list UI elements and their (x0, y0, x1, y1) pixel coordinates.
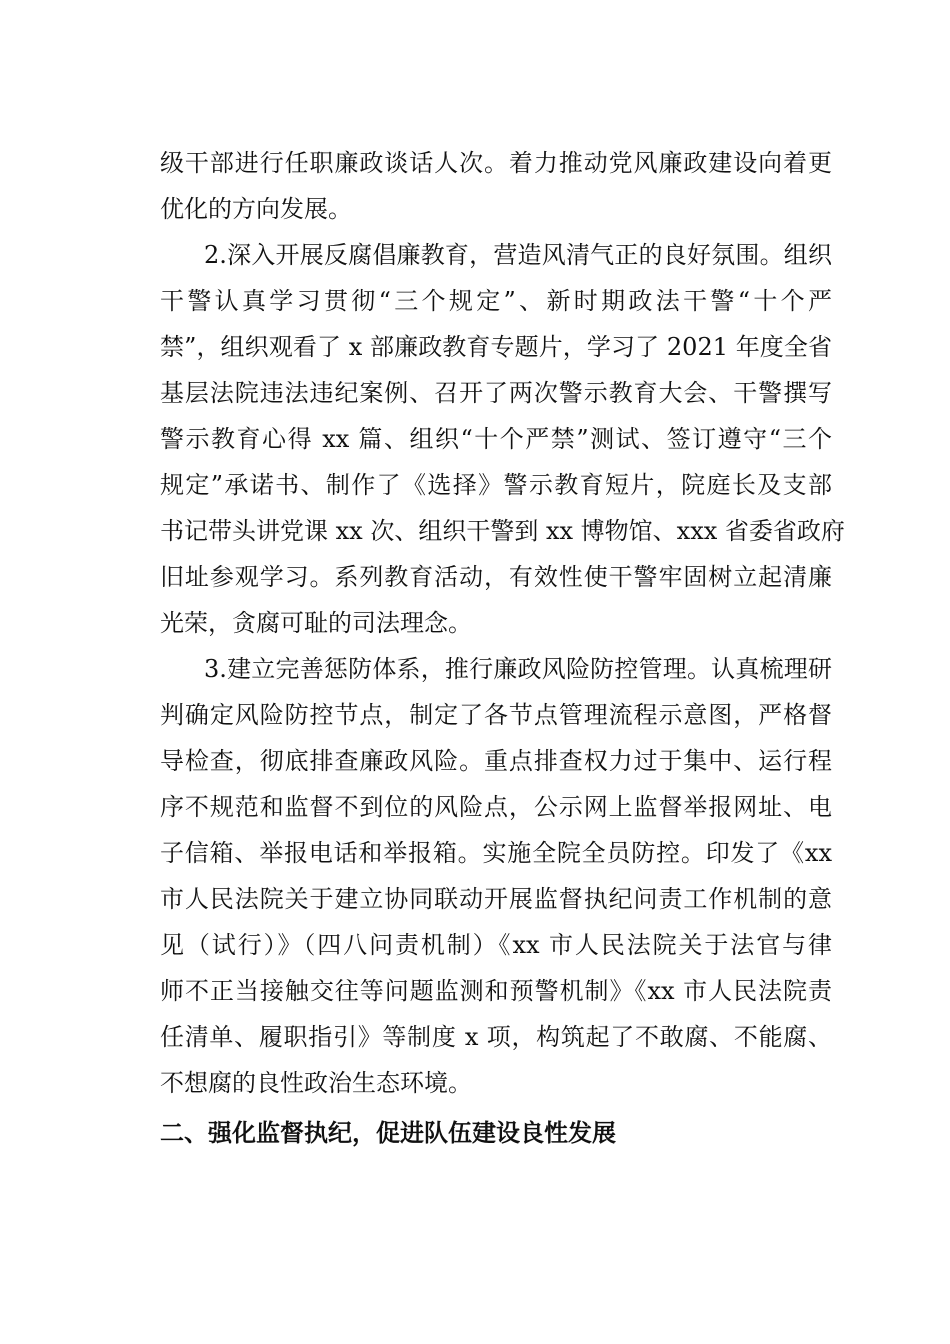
text-line: 优化的方向发展。 (160, 195, 352, 223)
paragraph-2 (160, 232, 845, 646)
text-line: 子信箱、举报电话和举报箱。实施全院全员防控。印发了《xx (160, 839, 832, 867)
text-line: 基层法院违法违纪案例、召开了两次警示教育大会、干警撰写 (160, 379, 832, 407)
text-line: 序不规范和监督不到位的风险点，公示网上监督举报网址、电 (160, 793, 832, 821)
text-line: 旧址参观学习。系列教育活动，有效性使干警牢固树立起清廉 (160, 563, 832, 591)
paragraph-1 (160, 140, 832, 232)
text-line: 警示教育心得 xx 篇、组织“十个严禁”测试、签订遵守“三个 (160, 425, 832, 453)
text-line: 师不正当接触交往等问题监测和预警机制》《xx 市人民法院责 (160, 977, 832, 1005)
document-body (160, 140, 845, 1156)
text-line: 导检查，彻底排查廉政风险。重点排查权力过于集中、运行程 (160, 747, 832, 775)
text-line: 3.建立完善惩防体系，推行廉政风险防控管理。认真梳理研 (204, 655, 832, 683)
text-line: 级干部进行任职廉政谈话人次。着力推动党风廉政建设向着更 (160, 149, 832, 177)
section-heading: 二、强化监督执纪，促进队伍建设良性发展 (160, 1119, 616, 1147)
text-line: 禁”，组织观看了 x 部廉政教育专题片，学习了 2021 年度全省 (160, 333, 832, 361)
text-line: 见（试行）》（四八问责机制）《xx 市人民法院关于法官与律 (160, 931, 832, 959)
text-line: 任清单、履职指引》等制度 x 项，构筑起了不敢腐、不能腐、 (160, 1023, 832, 1051)
text-line: 书记带头讲党课 xx 次、组织干警到 xx 博物馆、xxx 省委省政府 (160, 517, 845, 545)
paragraph-3 (160, 646, 832, 1106)
text-line: 不想腐的良性政治生态环境。 (160, 1069, 472, 1097)
text-line: 光荣，贪腐可耻的司法理念。 (160, 609, 472, 637)
text-line: 规定”承诺书、制作了《选择》警示教育短片，院庭长及支部 (160, 471, 832, 499)
text-line: 市人民法院关于建立协同联动开展监督执纪问责工作机制的意 (160, 885, 832, 913)
text-line: 判确定风险防控节点，制定了各节点管理流程示意图，严格督 (160, 701, 832, 729)
text-line: 2.深入开展反腐倡廉教育，营造风清气正的良好氛围。组织 (204, 241, 832, 269)
text-line: 干警认真学习贯彻“三个规定”、新时期政法干警“十个严 (160, 287, 832, 315)
